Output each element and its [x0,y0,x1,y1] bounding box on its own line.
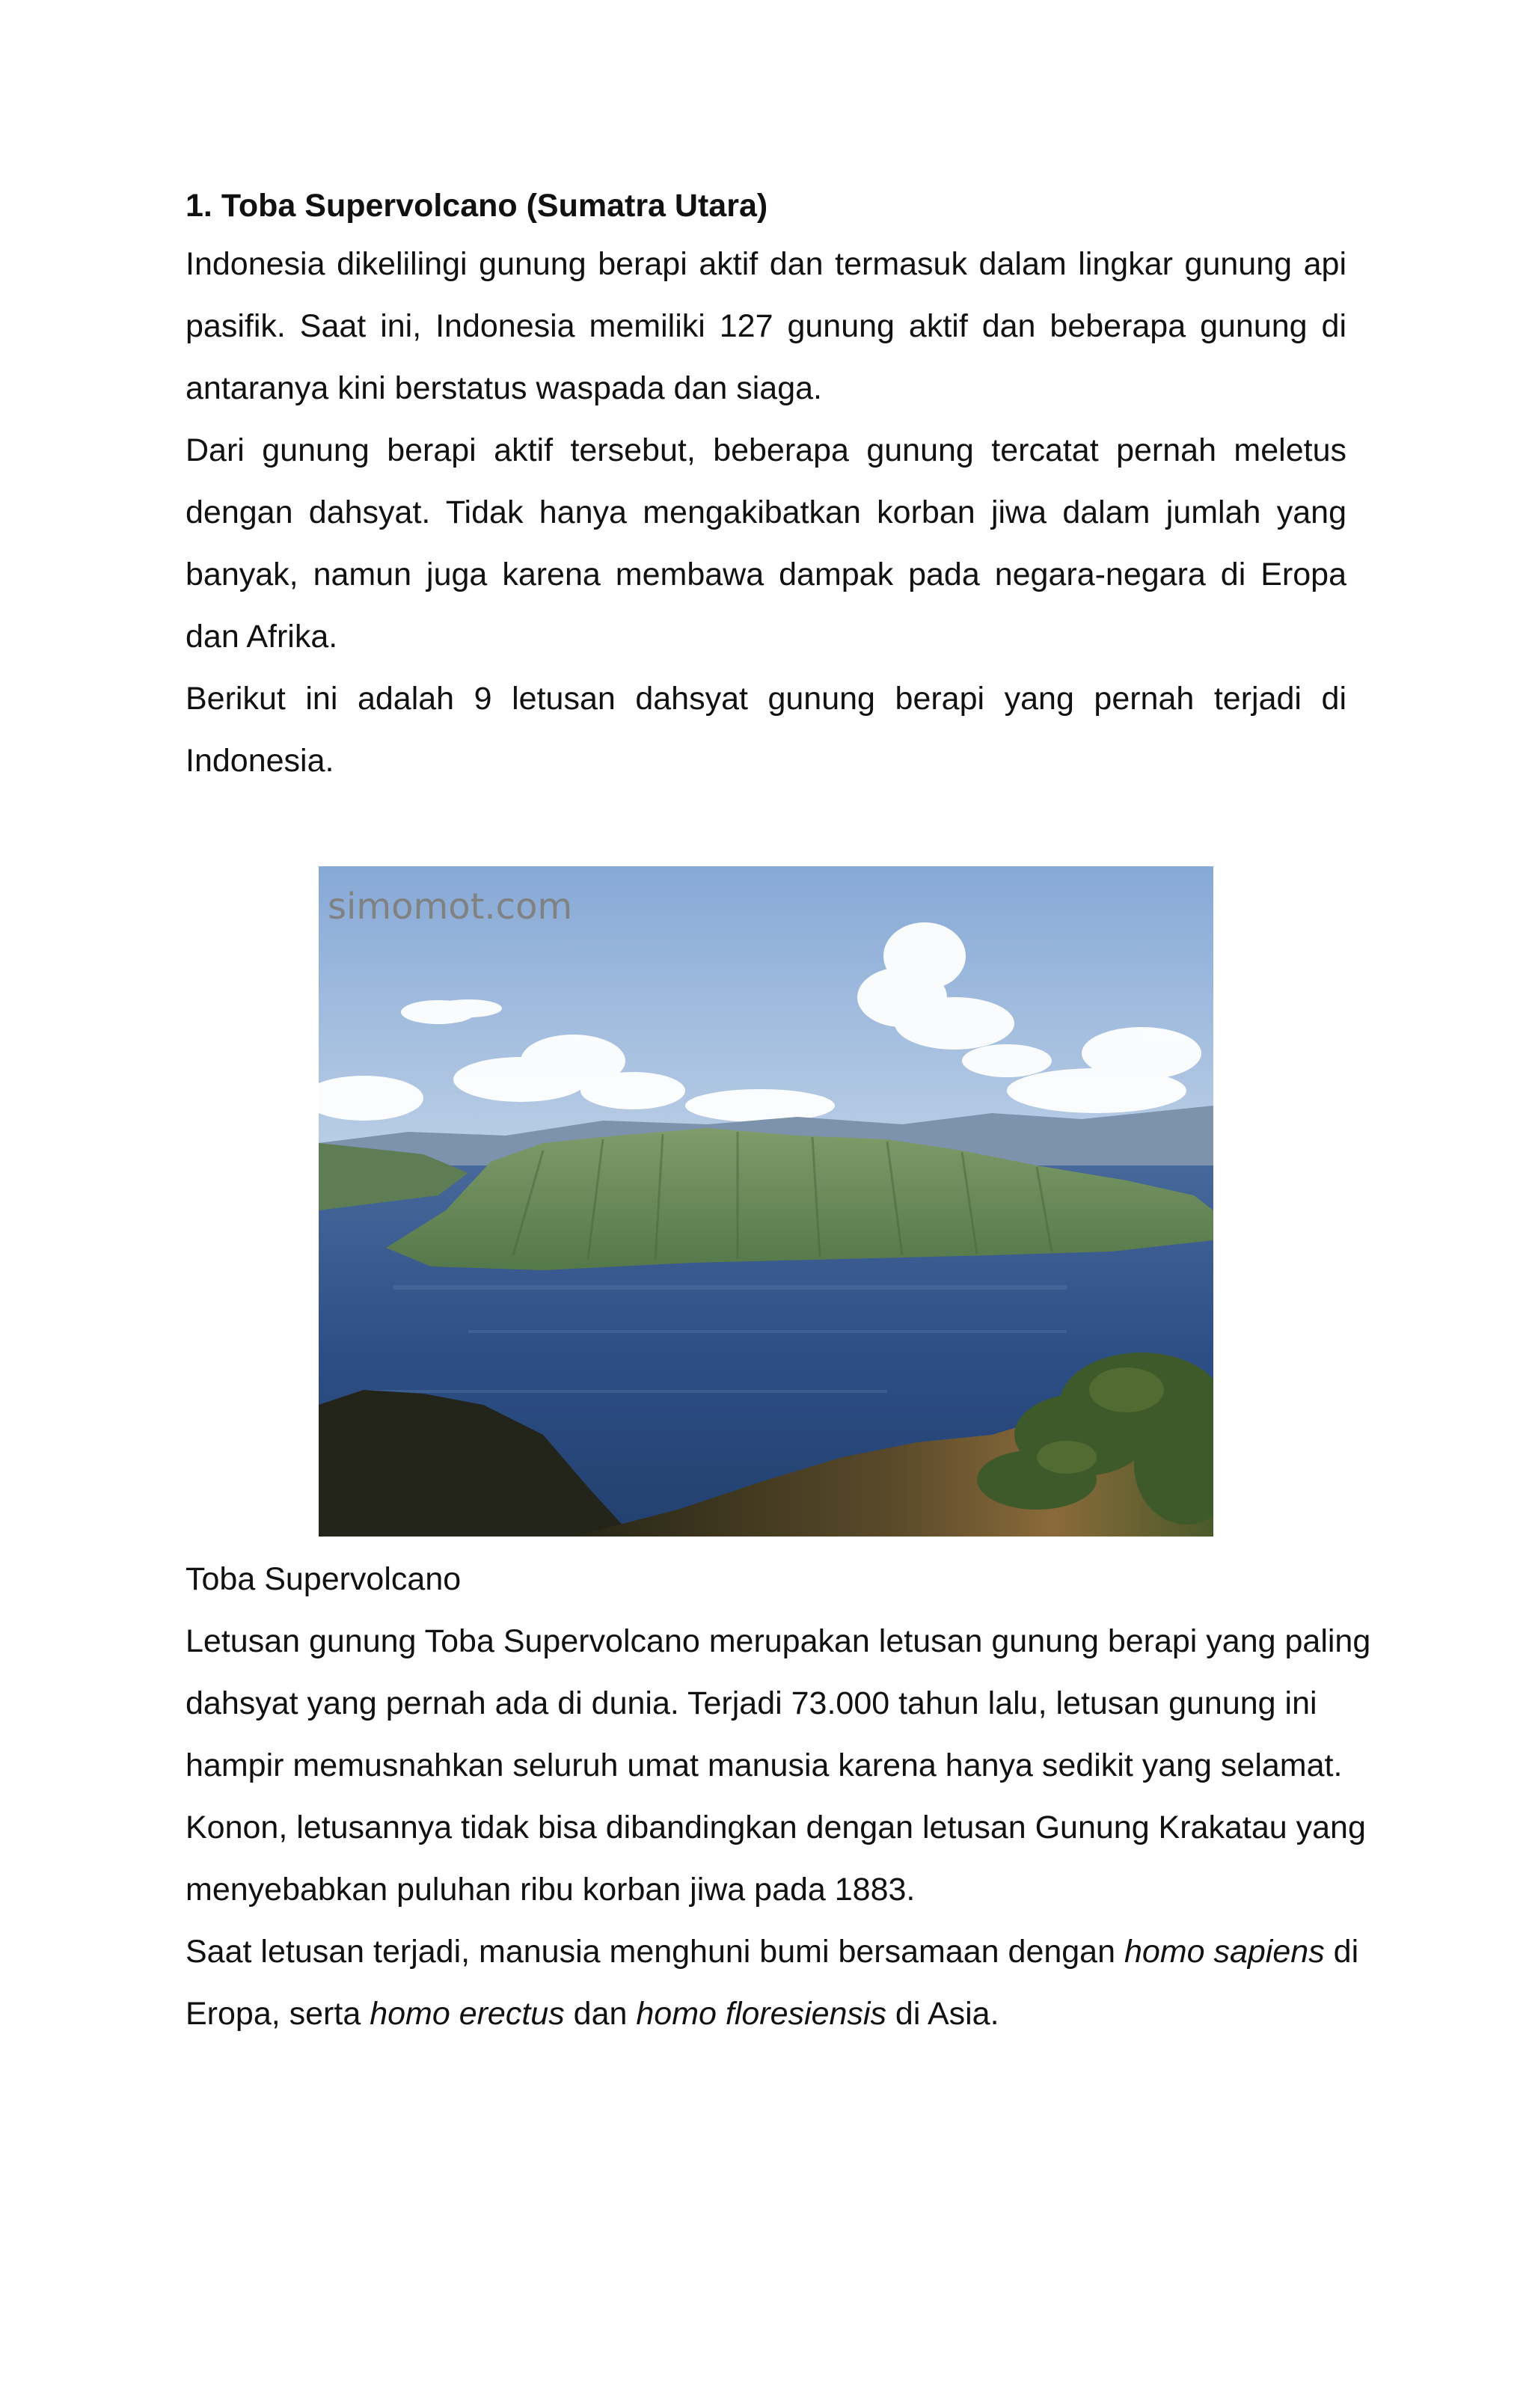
body-paragraph-2-part-c: dan [564,1996,637,2032]
intro-paragraph-3: Berikut ini adalah 9 letusan dahsyat gunung berapi yang pernah terjadi di Indonesia. [186,681,1346,779]
intro-paragraph-1: Indonesia dikelilingi gunung berapi aktif dan termasuk dalam lingkar gunung api pasifik. Saat ini, Indonesia memiliki 127 gunung aktif dan beberapa gunung di antaranya kini berstatus waspada dan siaga. [186,246,1346,406]
landscape-illustration [319,866,1213,1537]
term-homo-sapiens: homo sapiens [1124,1934,1325,1970]
document-page [186,180,1346,792]
section-heading [186,180,1346,232]
body-paragraph-2-part-a: Saat letusan terjadi, manusia menghuni bumi bersamaan dengan [186,1934,1124,1970]
toba-lake-photo [319,866,1213,1537]
body-paragraph-2-part-d: di Asia. [886,1996,999,2032]
body-paragraph-2-part-b: di Eropa, serta [186,1934,1359,2032]
term-homo-erectus: homo erectus [370,1996,565,2032]
heading-title: Toba Supervolcano (Sumatra Utara) [221,188,768,224]
body-paragraph-1: Letusan gunung Toba Supervolcano merupakan letusan gunung berapi yang paling dahsyat yang pernah ada di dunia. Terjadi 73.000 tahun lalu, letusan gunung ini hampir memusnahkan seluruh umat manusia karena hanya sedikit yang selamat. Konon, letusannya tidak bisa dibandingkan dengan letusan Gunung Krakatau yang menyebabkan puluhan ribu korban jiwa pada 1883. [186,1623,1371,1908]
term-homo-floresiensis: homo floresiensis [636,1996,886,2032]
photo-watermark: simomot.com [328,886,573,928]
body-paragraph-2 [186,1921,1382,2045]
intro-paragraph-2: Dari gunung berapi aktif tersebut, beberapa gunung tercatat pernah meletus dengan dahsyat. Tidak hanya mengakibatkan korban jiwa dalam jumlah yang banyak, namun juga karena membawa dampak pada negara-negara di Eropa dan Afrika. [186,432,1346,655]
figure-caption: Toba Supervolcano [186,1561,462,1597]
article-body [186,1548,1382,2045]
heading-number: 1. [186,188,212,224]
